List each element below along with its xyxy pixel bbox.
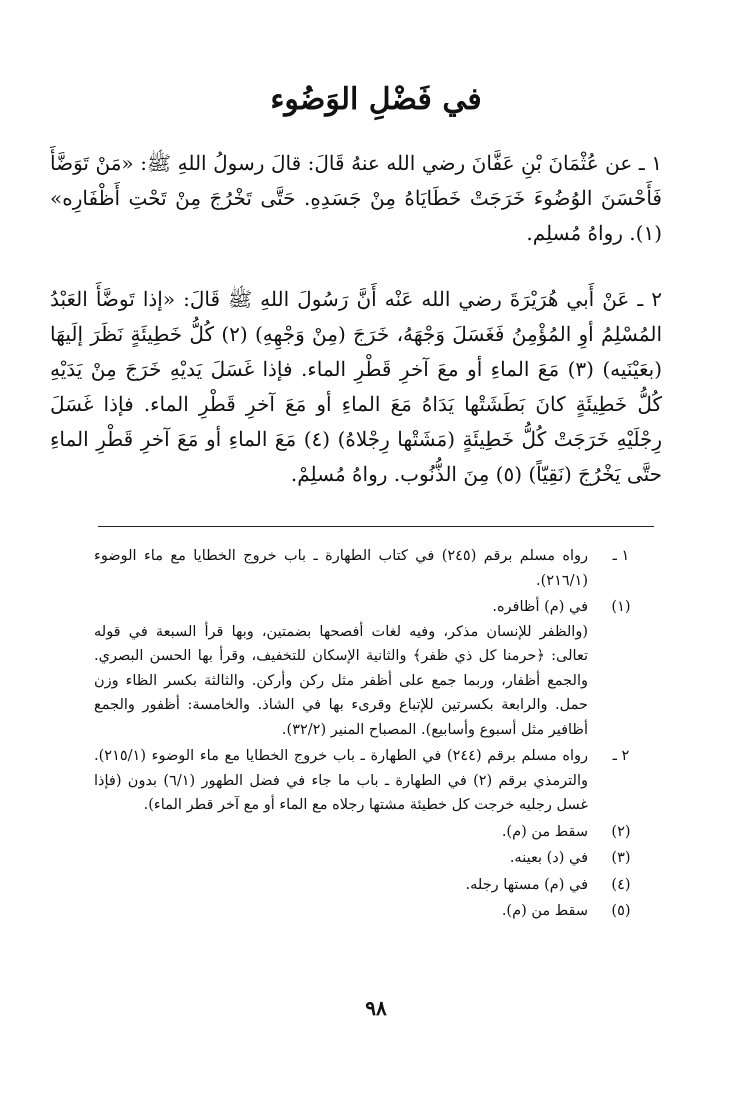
footnote (94, 820, 654, 845)
hadith-2: ٢ ـ عَنْ أَبي هُرَيْرَةَ رضي الله عَنْه أَنَّ رَسُولَ اللهِ ﷺ قَالَ: «إذا تَوضَّأَ العَبْدُ المُسْلِمُ أوِ المُؤْمِنُ فَغَسَلَ وَجْهَهُ، خَرَجَ (مِنْ وَجْهِهِ) (٢) كُلُّ خَطِيئَةٍ نَظَرَ إلَيهَا (بعَيْنَيه) (٣) مَعَ الماءِ أو معَ آخرِ قَطْرِ الماء. فإذا غَسَلَ يَديْهِ خَرَجَ مِنْ يَدَيْهِ كُلُّ خَطِيئَةٍ كانَ بَطَشَتْها يَدَاهُ مَعَ الماءِ أو مَعَ آخرِ قَطْرِ الماء. فإذا غَسَلَ رِجْلَيْهِ خَرَجَتْ كُلُّ خَطِيئَةٍ (مَشَتْها رِجْلاهُ) (٤) مَعَ الماءِ أو مَعَ آخرِ قَطْرِ الماءِ حتَّى يَخْرُجَ (نَقِيّاً) (٥) مِنَ الذُّنُوب. رواهُ مُسلِمْ. (50, 287, 662, 486)
footnote-text: في (م) أظافره. (492, 599, 588, 615)
footnote (94, 873, 654, 898)
footnote-number: (٥) (611, 903, 631, 919)
footnotes (94, 544, 654, 926)
footnote (94, 595, 654, 742)
footnote (94, 744, 654, 818)
footnote-text: سقط من (م). (501, 823, 588, 840)
footnote (94, 899, 654, 924)
footnote-text: (والظفر للإنسان مذكر، وفيه لغات أفصحها بضمتين، وبها قرأ السبعة في قوله تعالى: ﴿حرمنا كل ذي ظفر﴾ والثانية الإسكان للتخفيف، وقرأ بها الحسن البصري. والجمع أظفار، وربما جمع على أظفر مثل ركن وأركن. والثالثة بكسر الظاء وزن حمل. والرابعة بكسرتين للإتباع وقرىء بها في الشاذ. والخامسة: أظفور والجمع أظافير مثل أسبوع وأسابيع). المصباح المنير (٣٢/٢). (94, 623, 588, 738)
footnote-text: رواه مسلم برقم (٢٤٥) في كتاب الطهارة ـ باب خروج الخطايا مع ماء الوضوء (٢١٦/١). (94, 548, 588, 589)
footnote-number: (١) (611, 599, 631, 615)
footnote-separator (98, 526, 654, 527)
footnote-number: ٢ ـ (612, 748, 630, 764)
footnote-text: سقط من (م). (501, 903, 588, 919)
hadith-1: ١ ـ عن عُثْمَانَ بْنِ عَفَّانَ رضي الله عنهُ قَالَ: قالَ رسولُ اللهِ ﷺ: «مَنْ تَوَضَّأَ فَأَحْسَنَ الوُضُوءَ خَرَجَتْ خَطَايَاهُ مِنْ جَسَدِهِ. حَتَّى تَخْرُجَ مِنْ تَحْتِ أَظْفَارِه» (١). رواهُ مُسلِم. (50, 151, 662, 245)
footnote (94, 544, 654, 593)
footnote-number: (٤) (611, 876, 631, 893)
footnote-text: رواه مسلم برقم (٢٤٤) في الطهارة ـ باب خروج الخطايا مع ماء الوضوء (٢١٥/١). والترمذي برقم (٢) في الطهارة ـ باب ما جاء في فضل الطهور (٦/١) بدون (فإذا غسل رجليه خرجت كل خطيئة مشتها رجلاه مع الماء أو مع آخر قطر الماء). (94, 748, 589, 813)
footnote-number: (٣) (611, 850, 631, 866)
footnote (94, 846, 654, 871)
page-number: ٩٨ (365, 996, 387, 1020)
footnote-text: في (د) بعينه. (509, 850, 588, 866)
footnote-number: ١ ـ (612, 548, 630, 564)
footnote-number: (٢) (611, 823, 631, 840)
footnote-text: في (م) مستها رجله. (465, 876, 588, 893)
section-title: في فَضْلِ الوَضُوء (270, 82, 482, 117)
